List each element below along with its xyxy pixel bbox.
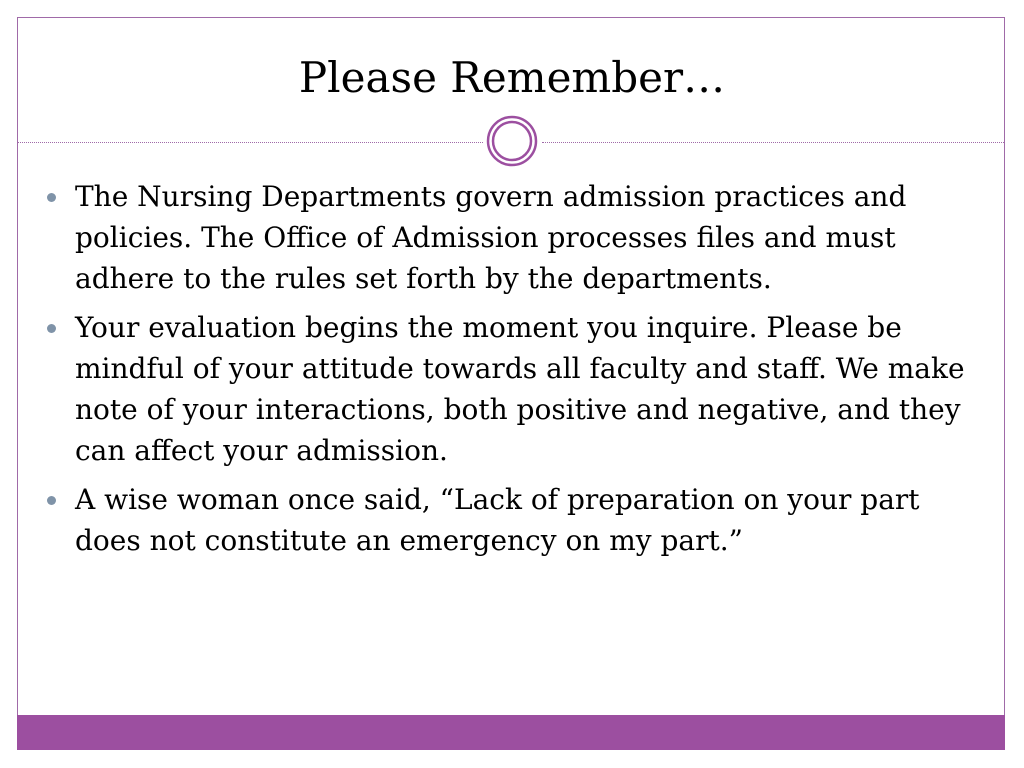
bullet-text: A wise woman once said, “Lack of preparation on your part does not constitute an emergency on my part.” — [75, 483, 920, 557]
bullet-item — [44, 176, 974, 299]
title-divider-left — [18, 142, 483, 143]
bullet-dot-icon — [47, 324, 56, 333]
double-ring-icon — [486, 115, 538, 167]
bullet-item — [44, 479, 974, 561]
bullet-list — [44, 176, 974, 569]
footer-accent-bar — [17, 715, 1005, 750]
bullet-dot-icon — [47, 496, 56, 505]
bullet-text: The Nursing Departments govern admission practices and policies. The Office of Admission processes files and must adhere to the rules set forth by the departments. — [75, 180, 907, 295]
title-divider-right — [542, 142, 1004, 143]
bullet-dot-icon — [47, 193, 56, 202]
bullet-text: Your evaluation begins the moment you inquire. Please be mindful of your attitude towards all faculty and staff. We make note of your interactions, both positive and negative, and they can affect your admission. — [75, 311, 965, 467]
slide-title: Please Remember… — [298, 53, 726, 102]
bullet-item — [44, 307, 974, 471]
